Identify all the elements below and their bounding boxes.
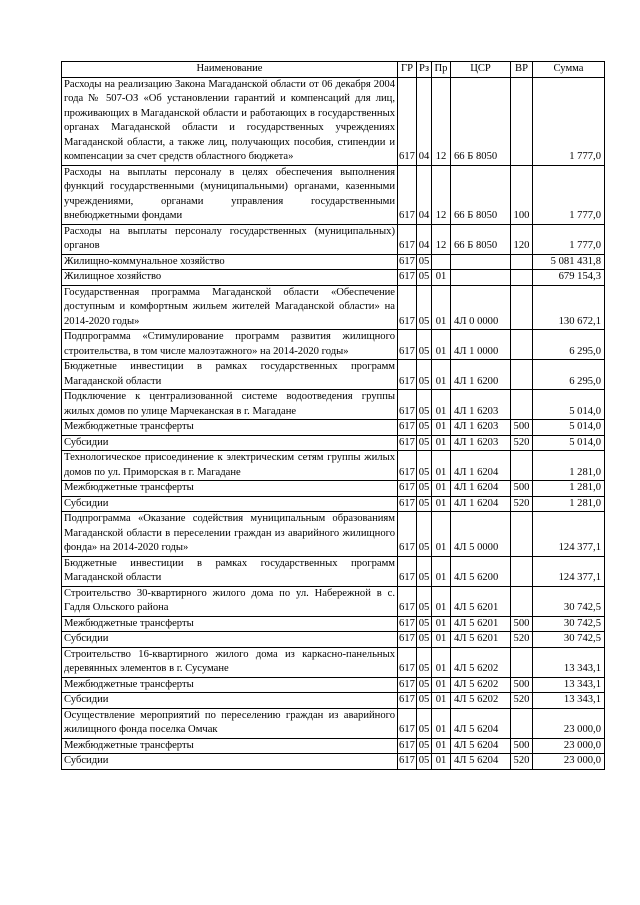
cell-vr: 520 (511, 435, 533, 451)
cell-csr: 4Л 5 6204 (451, 754, 511, 770)
table-row (62, 616, 605, 632)
cell-csr (451, 254, 511, 270)
cell-gr: 617 (398, 285, 417, 330)
cell-gr: 617 (398, 632, 417, 648)
table-row (62, 451, 605, 481)
cell-rz: 05 (417, 632, 432, 648)
table-row (62, 224, 605, 254)
cell-rz: 05 (417, 330, 432, 360)
cell-pr: 01 (432, 270, 451, 286)
cell-pr: 01 (432, 285, 451, 330)
cell-vr: 520 (511, 754, 533, 770)
cell-sum: 30 742,5 (533, 632, 605, 648)
cell-vr: 500 (511, 677, 533, 693)
header-sum: Сумма (533, 62, 605, 78)
cell-vr: 120 (511, 224, 533, 254)
table-row (62, 270, 605, 286)
cell-rz: 05 (417, 556, 432, 586)
cell-gr: 617 (398, 586, 417, 616)
table-row (62, 165, 605, 224)
cell-rz: 05 (417, 254, 432, 270)
cell-pr: 01 (432, 754, 451, 770)
cell-rz: 04 (417, 224, 432, 254)
cell-pr: 12 (432, 77, 451, 165)
cell-rz: 05 (417, 616, 432, 632)
cell-rz: 05 (417, 677, 432, 693)
table-row (62, 693, 605, 709)
cell-sum: 23 000,0 (533, 708, 605, 738)
table-row (62, 360, 605, 390)
cell-name: Межбюджетные трансферты (62, 616, 398, 632)
cell-pr: 01 (432, 708, 451, 738)
table-row (62, 738, 605, 754)
cell-name: Осуществление мероприятий по переселению граждан из аварийного жилищного фонда поселка Омчак (62, 708, 398, 738)
cell-sum: 23 000,0 (533, 738, 605, 754)
table-row (62, 647, 605, 677)
header-row (62, 62, 605, 78)
header-gr: ГР (398, 62, 417, 78)
cell-pr: 12 (432, 224, 451, 254)
cell-vr (511, 708, 533, 738)
cell-vr: 100 (511, 165, 533, 224)
cell-csr: 4Л 5 6204 (451, 738, 511, 754)
cell-vr: 520 (511, 496, 533, 512)
cell-rz: 05 (417, 420, 432, 436)
cell-name: Субсидии (62, 632, 398, 648)
cell-csr: 4Л 1 6203 (451, 435, 511, 451)
cell-name: Жилищное хозяйство (62, 270, 398, 286)
cell-gr: 617 (398, 496, 417, 512)
cell-csr: 4Л 1 0000 (451, 330, 511, 360)
cell-rz: 04 (417, 77, 432, 165)
cell-pr (432, 254, 451, 270)
cell-gr: 617 (398, 556, 417, 586)
header-csr: ЦСР (451, 62, 511, 78)
cell-name: Субсидии (62, 435, 398, 451)
cell-rz: 05 (417, 754, 432, 770)
cell-sum: 1 281,0 (533, 451, 605, 481)
cell-sum: 13 343,1 (533, 647, 605, 677)
table-row (62, 77, 605, 165)
cell-sum: 130 672,1 (533, 285, 605, 330)
cell-rz: 05 (417, 496, 432, 512)
cell-sum: 5 081 431,8 (533, 254, 605, 270)
table-row (62, 677, 605, 693)
cell-gr: 617 (398, 435, 417, 451)
cell-sum: 6 295,0 (533, 360, 605, 390)
cell-vr: 500 (511, 481, 533, 497)
cell-sum: 30 742,5 (533, 616, 605, 632)
cell-rz: 05 (417, 738, 432, 754)
cell-csr: 4Л 0 0000 (451, 285, 511, 330)
cell-vr (511, 556, 533, 586)
table-row (62, 586, 605, 616)
table-row (62, 481, 605, 497)
cell-sum: 124 377,1 (533, 512, 605, 557)
cell-sum: 5 014,0 (533, 420, 605, 436)
cell-csr: 4Л 1 6204 (451, 451, 511, 481)
table-row (62, 556, 605, 586)
cell-vr (511, 330, 533, 360)
cell-sum: 30 742,5 (533, 586, 605, 616)
cell-sum: 679 154,3 (533, 270, 605, 286)
cell-name: Субсидии (62, 693, 398, 709)
cell-vr (511, 451, 533, 481)
cell-csr: 4Л 1 6200 (451, 360, 511, 390)
cell-gr: 617 (398, 754, 417, 770)
cell-name: Межбюджетные трансферты (62, 677, 398, 693)
cell-sum: 6 295,0 (533, 330, 605, 360)
cell-name: Межбюджетные трансферты (62, 738, 398, 754)
cell-rz: 05 (417, 285, 432, 330)
header-rz: Рз (417, 62, 432, 78)
cell-rz: 05 (417, 708, 432, 738)
cell-name: Расходы на выплаты персоналу государственных (муниципальных) органов (62, 224, 398, 254)
cell-gr: 617 (398, 616, 417, 632)
header-pr: Пр (432, 62, 451, 78)
cell-name: Подпрограмма «Оказание содействия муниципальным образованиям Магаданской области в переселении граждан из аварийного жилищного фонда» на 2014-2020 годы» (62, 512, 398, 557)
cell-gr: 617 (398, 360, 417, 390)
cell-gr: 617 (398, 738, 417, 754)
cell-gr: 617 (398, 224, 417, 254)
cell-sum: 1 281,0 (533, 496, 605, 512)
cell-rz: 05 (417, 270, 432, 286)
cell-name: Государственная программа Магаданской области «Обеспечение доступным и комфортным жильем жителей Магаданской области» на 2014-2020 годы» (62, 285, 398, 330)
table-row (62, 632, 605, 648)
table-row (62, 435, 605, 451)
cell-csr: 4Л 1 6204 (451, 496, 511, 512)
cell-csr: 66 Б 8050 (451, 77, 511, 165)
cell-gr: 617 (398, 647, 417, 677)
cell-csr: 4Л 5 6201 (451, 586, 511, 616)
cell-csr: 4Л 1 6203 (451, 420, 511, 436)
cell-csr: 4Л 5 6201 (451, 616, 511, 632)
cell-rz: 05 (417, 481, 432, 497)
cell-sum: 5 014,0 (533, 390, 605, 420)
table-row (62, 512, 605, 557)
cell-gr: 617 (398, 254, 417, 270)
cell-name: Субсидии (62, 496, 398, 512)
cell-pr: 01 (432, 677, 451, 693)
table-row (62, 754, 605, 770)
cell-gr: 617 (398, 693, 417, 709)
cell-vr: 500 (511, 616, 533, 632)
header-vr: ВР (511, 62, 533, 78)
cell-name: Жилищно-коммунальное хозяйство (62, 254, 398, 270)
cell-sum: 124 377,1 (533, 556, 605, 586)
cell-vr (511, 512, 533, 557)
cell-csr: 4Л 5 6201 (451, 632, 511, 648)
cell-name: Строительство 16-квартирного жилого дома из каркасно-панельных деревянных элементов в г. Сусумане (62, 647, 398, 677)
cell-pr: 01 (432, 738, 451, 754)
table-row (62, 330, 605, 360)
cell-csr: 4Л 5 6202 (451, 647, 511, 677)
cell-vr: 500 (511, 738, 533, 754)
cell-pr: 01 (432, 512, 451, 557)
cell-pr: 01 (432, 647, 451, 677)
cell-sum: 1 777,0 (533, 165, 605, 224)
cell-rz: 05 (417, 451, 432, 481)
cell-vr: 520 (511, 693, 533, 709)
cell-pr: 01 (432, 390, 451, 420)
cell-pr: 01 (432, 420, 451, 436)
cell-vr (511, 270, 533, 286)
header-name: Наименование (62, 62, 398, 78)
table-row (62, 708, 605, 738)
cell-vr (511, 254, 533, 270)
cell-pr: 01 (432, 330, 451, 360)
cell-pr: 01 (432, 481, 451, 497)
table-row (62, 420, 605, 436)
cell-gr: 617 (398, 677, 417, 693)
cell-pr: 01 (432, 496, 451, 512)
cell-sum: 1 777,0 (533, 77, 605, 165)
cell-gr: 617 (398, 77, 417, 165)
cell-vr (511, 647, 533, 677)
cell-csr: 4Л 1 6204 (451, 481, 511, 497)
cell-gr: 617 (398, 708, 417, 738)
cell-pr: 01 (432, 451, 451, 481)
cell-name: Подключение к централизованной системе водоотведения группы жилых домов по улице Марчеканская в г. Магадане (62, 390, 398, 420)
cell-name: Межбюджетные трансферты (62, 420, 398, 436)
cell-name: Подпрограмма «Стимулирование программ развития жилищного строительства, в том числе малоэтажного» на 2014-2020 годы» (62, 330, 398, 360)
cell-vr (511, 77, 533, 165)
cell-csr: 4Л 5 6202 (451, 677, 511, 693)
cell-pr: 01 (432, 556, 451, 586)
cell-vr (511, 360, 533, 390)
cell-csr: 4Л 5 0000 (451, 512, 511, 557)
table-row (62, 496, 605, 512)
cell-pr: 01 (432, 435, 451, 451)
cell-gr: 617 (398, 512, 417, 557)
cell-name: Бюджетные инвестиции в рамках государственных программ Магаданской области (62, 556, 398, 586)
cell-name: Технологическое присоединение к электрическим сетям группы жилых домов по ул. Приморская в г. Магадане (62, 451, 398, 481)
cell-vr (511, 285, 533, 330)
cell-name: Строительство 30-квартирного жилого дома по ул. Набережной в с. Гадля Ольского района (62, 586, 398, 616)
cell-name: Расходы на выплаты персоналу в целях обеспечения выполнения функций государственными (муниципальными) органами, казенными учреждениями, органами управления государственными внебюджетными фондами (62, 165, 398, 224)
cell-sum: 13 343,1 (533, 677, 605, 693)
cell-rz: 05 (417, 390, 432, 420)
cell-sum: 23 000,0 (533, 754, 605, 770)
cell-csr: 66 Б 8050 (451, 224, 511, 254)
cell-vr (511, 586, 533, 616)
cell-pr: 12 (432, 165, 451, 224)
cell-sum: 1 777,0 (533, 224, 605, 254)
cell-pr: 01 (432, 360, 451, 390)
cell-rz: 05 (417, 693, 432, 709)
cell-name: Бюджетные инвестиции в рамках государственных программ Магаданской области (62, 360, 398, 390)
cell-rz: 05 (417, 435, 432, 451)
cell-csr: 4Л 5 6202 (451, 693, 511, 709)
cell-gr: 617 (398, 270, 417, 286)
cell-vr: 500 (511, 420, 533, 436)
budget-table (61, 61, 605, 770)
cell-rz: 05 (417, 647, 432, 677)
cell-csr: 4Л 1 6203 (451, 390, 511, 420)
table-row (62, 285, 605, 330)
cell-csr: 66 Б 8050 (451, 165, 511, 224)
cell-sum: 5 014,0 (533, 435, 605, 451)
cell-vr: 520 (511, 632, 533, 648)
cell-gr: 617 (398, 481, 417, 497)
cell-gr: 617 (398, 451, 417, 481)
cell-name: Расходы на реализацию Закона Магаданской области от 06 декабря 2004 года № 507-ОЗ «Об установлении гарантий и компенсаций для лиц, проживающих в Магаданской области и работающих в государственных органах Магаданской области и государственных учреждениях Магаданской области, а также лиц, получающих пособия, стипендии и компенсации за счет средств областного бюджета» (62, 77, 398, 165)
cell-name: Межбюджетные трансферты (62, 481, 398, 497)
table-row (62, 390, 605, 420)
cell-pr: 01 (432, 693, 451, 709)
cell-gr: 617 (398, 330, 417, 360)
table-row (62, 254, 605, 270)
cell-csr: 4Л 5 6204 (451, 708, 511, 738)
cell-pr: 01 (432, 616, 451, 632)
cell-rz: 05 (417, 360, 432, 390)
cell-csr: 4Л 5 6200 (451, 556, 511, 586)
cell-gr: 617 (398, 390, 417, 420)
cell-rz: 04 (417, 165, 432, 224)
cell-csr (451, 270, 511, 286)
cell-rz: 05 (417, 512, 432, 557)
cell-pr: 01 (432, 632, 451, 648)
cell-gr: 617 (398, 165, 417, 224)
cell-sum: 13 343,1 (533, 693, 605, 709)
cell-pr: 01 (432, 586, 451, 616)
cell-sum: 1 281,0 (533, 481, 605, 497)
cell-name: Субсидии (62, 754, 398, 770)
cell-gr: 617 (398, 420, 417, 436)
cell-rz: 05 (417, 586, 432, 616)
cell-vr (511, 390, 533, 420)
